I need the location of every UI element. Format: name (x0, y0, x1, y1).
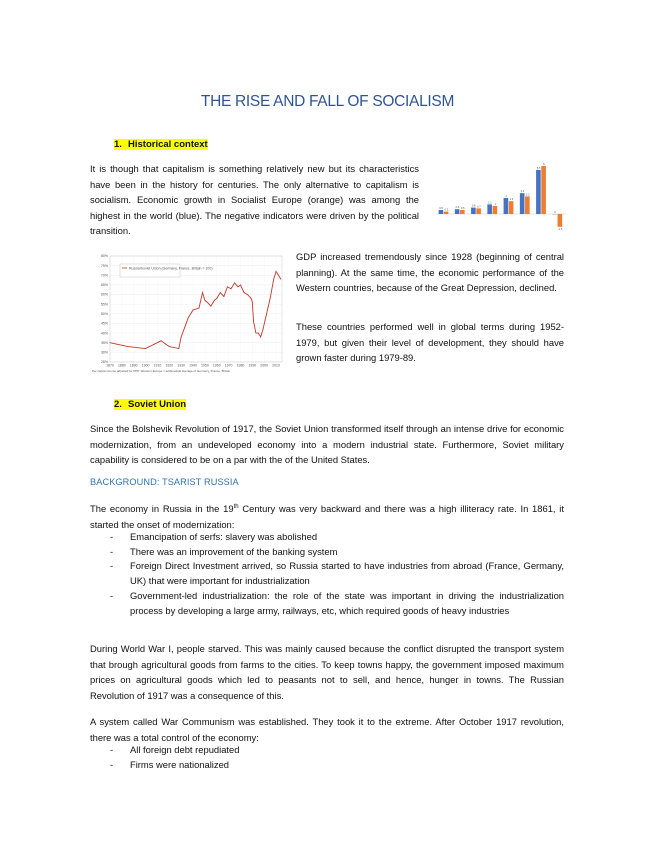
section-number: 1. (114, 139, 122, 150)
list-item: - Government-led industrialization: the role of the state was important in driving the industrialization process by developing a large army, railways, etc, which required goods of heavy industries (110, 589, 564, 618)
data-point (276, 271, 277, 272)
data-point (258, 333, 259, 334)
bar-value-label: 2.6 (520, 190, 525, 194)
bar-value-label: 0 (554, 211, 556, 214)
war-communism-list (110, 743, 564, 772)
y-tick-label: 55% (100, 302, 108, 307)
y-tick-label: 50% (100, 312, 108, 317)
bar-socialist-europe (444, 212, 449, 214)
bar-value-label: 0.5 (460, 207, 465, 210)
bar-value-label: 0.7 (477, 205, 481, 209)
data-point (214, 300, 215, 301)
bar-value-label: 2 (505, 195, 507, 198)
y-tick-label: 65% (100, 283, 108, 288)
data-point (223, 296, 224, 297)
x-tick-label: 1920 (165, 363, 174, 368)
data-point (110, 342, 111, 343)
section-heading-text: Soviet Union (128, 399, 187, 410)
y-tick-label: 35% (100, 340, 108, 345)
x-tick-label: 1900 (141, 363, 150, 368)
data-point (191, 311, 192, 312)
x-tick-label: 1950 (200, 363, 209, 368)
data-point (193, 310, 194, 311)
data-point (238, 286, 239, 287)
data-point (247, 294, 248, 295)
bar-value-label: -1.6 (557, 227, 563, 231)
bar-socialist-europe (509, 201, 514, 214)
bar-value-label: 0.6 (455, 206, 460, 210)
data-point (178, 348, 179, 349)
data-point (204, 300, 205, 301)
bar-socialist-europe (525, 196, 530, 214)
bar-socialist-europe (558, 214, 563, 227)
chart-note: Per capita income adjusted for PPP. Western Europe = arithmetical average of Germany, France, Britain. (92, 369, 231, 373)
bar-value-label: 1 (494, 203, 496, 206)
bar-world (487, 204, 492, 214)
bar-world (520, 193, 525, 214)
x-tick-label: 1870 (106, 363, 114, 368)
bar-value-label: 2.2 (525, 193, 530, 197)
list-item: - There was an improvement of the banking system (110, 545, 564, 560)
data-point (199, 308, 200, 309)
y-tick-label: 75% (100, 263, 108, 268)
bar-world (471, 208, 476, 214)
x-tick-label: 1960 (212, 363, 221, 368)
list-item: - Foreign Direct Investment arrived, so Russia started to have industries from abroad (France, Germany, UK) that were important for industrialization (110, 559, 564, 588)
data-point (244, 292, 245, 293)
bar-socialist-europe (476, 208, 481, 214)
section-heading-soviet-union (114, 399, 186, 410)
paragraph-gdp: GDP increased tremendously since 1928 (beginning of central planning). At the same time, the economic performance of the Western countries, because of the Great Depression, declined. (296, 251, 564, 294)
paragraph-19th-century (90, 500, 564, 532)
section-number: 2. (114, 399, 122, 410)
data-point (227, 286, 228, 287)
data-point (240, 284, 241, 285)
bar-chart-growth (430, 160, 570, 236)
bar-value-label: 5.5 (536, 167, 541, 170)
paragraph-historical-context: It is though that capitalism is something relatively new but its characteristics have been in the history for centuries. The only alternative to capitalism is socialism. Economic growth in Socialist Europe (orange) was among the highest in the world (blue). The negative indicators were driven by the political transition. (90, 163, 419, 237)
x-tick-label: 1910 (153, 363, 162, 368)
superscript: th (233, 504, 239, 510)
data-point (266, 313, 267, 314)
bar-value-label: 6 (543, 163, 545, 166)
paragraph-wwi: During World War I, people starved. This was mainly caused because the conflict disrupted the transport system that brough agricultural goods from farms to the cities. To keep towns happy, the government imposed maximum prices on agricultural goods which led to peasants not to sell, and hence, hunger in towns. The Russian Revolution of 1917 was a consequence of this. (90, 643, 564, 701)
data-point (210, 306, 211, 307)
data-point (216, 298, 217, 299)
y-tick-label: 70% (100, 273, 108, 278)
y-tick-label: 25% (100, 360, 108, 365)
data-point (263, 329, 264, 330)
legend-entry: Russia/Soviet Union (Germany, France, Britain = 100) (129, 266, 213, 271)
data-point (184, 327, 185, 328)
x-tick-label: 1980 (236, 363, 245, 368)
data-point (252, 302, 253, 303)
paragraph-performance: These countries performed well in global terms during 1952-1979, but given their level of development, they should have grown faster during 1979-89. (296, 321, 564, 364)
data-point (278, 275, 279, 276)
series-line (110, 271, 281, 348)
bar-value-label: 1.2 (488, 201, 492, 205)
x-tick-label: 1890 (129, 363, 138, 368)
data-point (220, 292, 221, 293)
data-point (181, 336, 182, 337)
list-item: - Emancipation of serfs: slavery was abolished (110, 530, 564, 545)
data-point (231, 288, 232, 289)
data-point (251, 298, 252, 299)
bar-value-label: 0.3 (444, 208, 449, 212)
bar-value-label: 1.6 (509, 198, 514, 202)
data-point (127, 346, 128, 347)
section-heading-text: Historical context (128, 139, 208, 150)
y-tick-label: 60% (100, 292, 108, 297)
x-tick-label: 1880 (117, 363, 126, 368)
data-point (169, 346, 170, 347)
data-point (234, 283, 235, 284)
data-point (273, 279, 274, 280)
x-tick-label: 1970 (224, 363, 233, 368)
bar-world (504, 198, 509, 214)
paragraph-war-communism: A system called War Communism was established. They took it to the extreme. After October 1917 revolution, there was a total control of the economy: (90, 716, 564, 743)
bar-value-label: 0.8 (471, 204, 476, 208)
list-item: - Firms were nationalized (110, 758, 564, 773)
data-point (255, 333, 256, 334)
data-point (188, 317, 189, 318)
x-tick-label: 1930 (177, 363, 186, 368)
bar-world (439, 210, 444, 214)
data-point (270, 298, 271, 299)
paragraph-bolshevik: Since the Bolshevik Revolution of 1917, the Soviet Union transformed itself through an intense drive for economic modernization, from an undeveloped economy into a modern industrial state. Furthermore, Soviet military capability is considered to be on a par with the of the United States. (90, 423, 564, 466)
data-point (202, 292, 203, 293)
data-point (260, 336, 261, 337)
x-tick-label: 2000 (260, 363, 269, 368)
bar-world (536, 170, 541, 214)
section-heading-historical-context (114, 139, 208, 150)
bar-socialist-europe (493, 206, 498, 214)
page-title: THE RISE AND FALL OF SOCIALISM (200, 93, 455, 110)
list-item: - All foreign debt repudiated (110, 743, 564, 758)
data-point (145, 348, 146, 349)
paragraph-text-cont: Century was very backward and there was a high illiteracy rate. In 1861, it started the onset of modernization: (90, 503, 564, 530)
y-tick-label: 30% (100, 350, 108, 355)
subheading-tsarist-russia: BACKGROUND: TSARIST RUSSIA (90, 477, 239, 487)
data-point (161, 340, 162, 341)
data-point (280, 279, 281, 280)
bar-value-label: 0.5 (439, 207, 444, 210)
legend-label (129, 267, 212, 271)
x-tick-label: 1940 (189, 363, 197, 368)
bar-world (455, 209, 460, 214)
bar-socialist-europe (541, 166, 546, 214)
x-tick-label: 2010 (272, 363, 280, 368)
y-tick-label: 40% (100, 331, 108, 336)
data-point (253, 321, 254, 322)
data-point (207, 302, 208, 303)
y-tick-label: 80% (100, 254, 108, 259)
line-chart-income-ratio (90, 250, 286, 374)
paragraph-text: The economy in Russia in the 19 (90, 503, 234, 515)
y-tick-label: 45% (100, 321, 108, 326)
x-tick-label: 1990 (248, 363, 257, 368)
modernization-list (110, 530, 564, 618)
bar-socialist-europe (460, 210, 465, 214)
